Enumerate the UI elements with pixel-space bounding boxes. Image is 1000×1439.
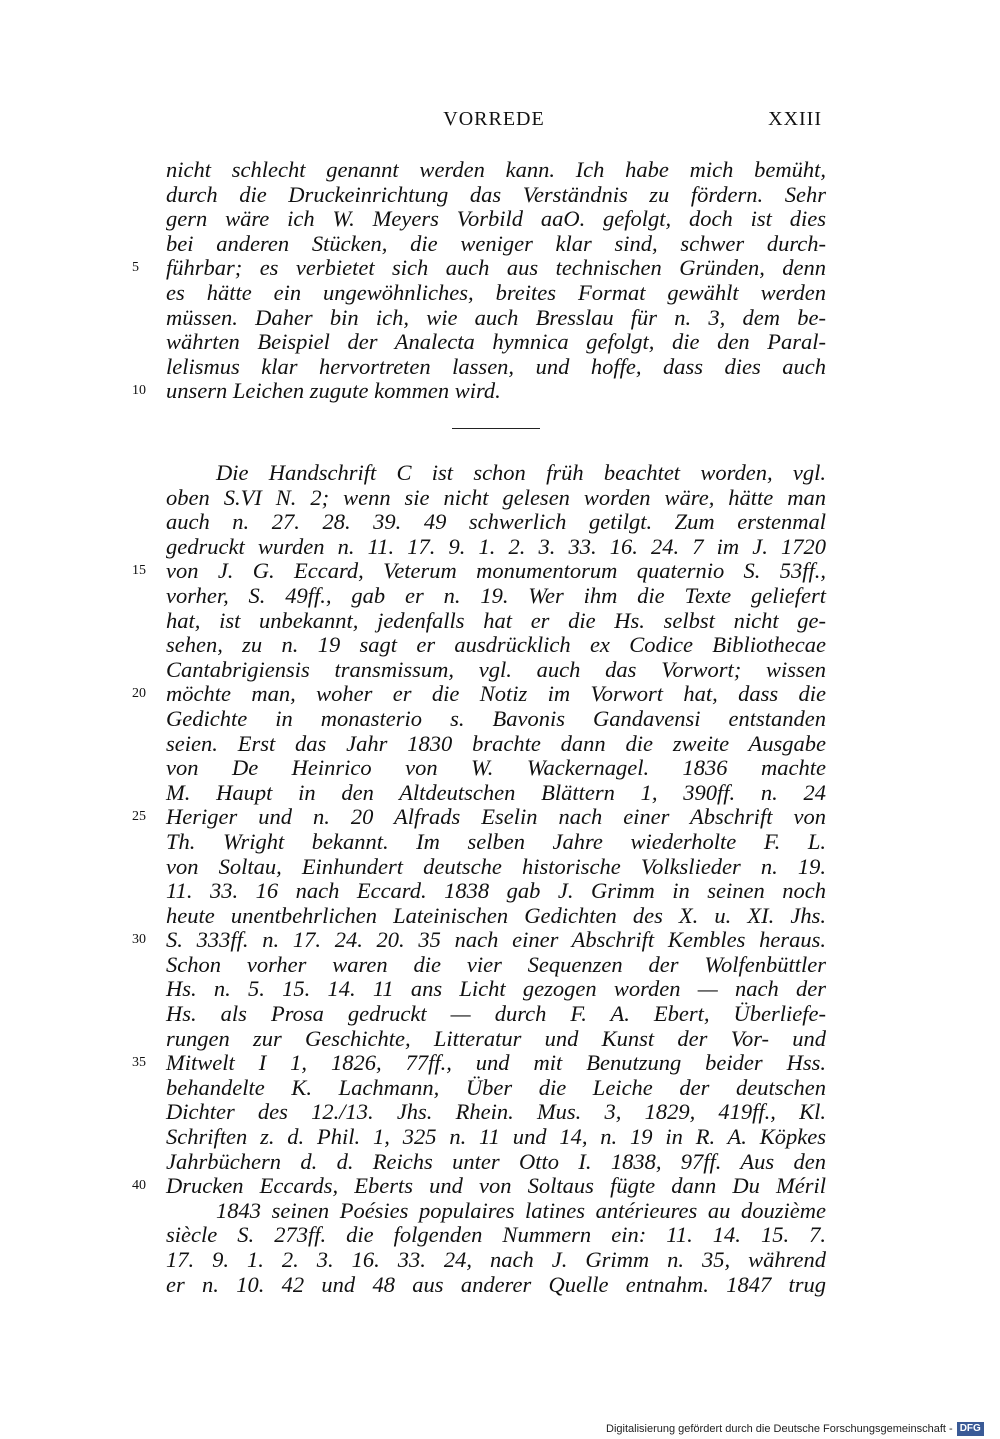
- text-line: [166, 953, 826, 978]
- line-text: heute unentbehrlichen Lateinischen Gedichten des X. u. XI. Jhs.: [166, 902, 826, 928]
- line-text: oben S.VI N. 2; wenn sie nicht gelesen worden wäre, hätte man: [166, 484, 826, 510]
- line-text: Cantabrigiensis transmissum, vgl. auch das Vorwort; wissen: [166, 656, 826, 682]
- line-text: gedruckt wurden n. 11. 17. 9. 1. 2. 3. 33. 16. 24. 7 im J. 1720: [166, 533, 826, 559]
- line-text: Jahrbüchern d. d. Reichs unter Otto I. 1838, 97ff. Aus den: [166, 1148, 826, 1174]
- text-line: [132, 378, 826, 404]
- line-text: führbar; es verbietet sich auch aus technischen Gründen, denn: [166, 255, 826, 281]
- line-text: sehen, zu n. 19 sagt er ausdrücklich ex Codice Bibliothecae: [166, 632, 826, 658]
- text-line: [132, 804, 826, 830]
- text-line: [166, 1002, 826, 1027]
- line-text: Th. Wright bekannt. Im selben Jahre wiederholte F. L.: [166, 828, 826, 854]
- line-text: von Soltau, Einhundert deutsche historische Volkslieder n. 19.: [166, 853, 826, 879]
- line-text: Dichter des 12./13. Jhs. Rhein. Mus. 3, 1829, 419ff., Kl.: [166, 1099, 826, 1125]
- text-line: [166, 510, 826, 535]
- text-line: [166, 1076, 826, 1101]
- text-line: [166, 281, 826, 306]
- line-text: 11. 33. 16 nach Eccard. 1838 gab J. Grimm in seinen noch: [166, 878, 826, 904]
- text-line: [132, 681, 826, 707]
- text-line: [166, 1199, 826, 1224]
- line-text: rungen zur Geschichte, Litteratur und Kunst der Vor- und: [166, 1025, 826, 1051]
- line-text: 17. 9. 1. 2. 3. 16. 33. 24, nach J. Grimm n. 35, während: [166, 1247, 826, 1272]
- line-number: 25: [132, 809, 146, 825]
- text-line: [166, 879, 826, 904]
- digitization-footer: [606, 1421, 984, 1437]
- line-number: 10: [132, 383, 146, 399]
- text-line: [166, 1125, 826, 1150]
- text-line: [166, 1223, 826, 1248]
- text-line: [166, 830, 826, 855]
- running-title: VORREDE: [443, 108, 545, 130]
- text-line: [166, 584, 826, 609]
- line-text: es hätte ein ungewöhnliches, breites Format gewählt werden: [166, 279, 826, 305]
- paragraph-2: [132, 460, 826, 1297]
- text-line: [166, 1100, 826, 1125]
- line-text: Gedichte in monasterio s. Bavonis Gandavensi entstanden: [166, 705, 826, 731]
- text-line: [166, 1027, 826, 1052]
- text-line: [166, 232, 826, 257]
- line-text: siècle S. 273ff. die folgenden Nummern ein: 11. 14. 15. 7.: [166, 1222, 826, 1248]
- text-line: [166, 535, 826, 560]
- text-line: [166, 732, 826, 757]
- text-line: [166, 1150, 826, 1175]
- line-text: unsern Leichen zugute kommen wird.: [166, 378, 501, 404]
- line-text: Hs. n. 5. 15. 14. 11 ans Licht gezogen worden — nach der: [166, 976, 826, 1002]
- line-text: bei anderen Stücken, die weniger klar sind, schwer durch-: [166, 230, 826, 256]
- text-line: [166, 461, 826, 486]
- footer-text: Digitalisierung gefördert durch die Deutsche Forschungsgemeinschaft -: [606, 1423, 953, 1435]
- line-text: seien. Erst das Jahr 1830 brachte dann die zweite Ausgabe: [166, 730, 826, 756]
- text-line: [166, 904, 826, 929]
- text-line: [132, 558, 826, 584]
- line-text: Schriften z. d. Phil. 1, 325 n. 11 und 14, n. 19 in R. A. Köpkes: [166, 1124, 826, 1150]
- line-text: von De Heinrico von W. Wackernagel. 1836 machte: [166, 755, 826, 781]
- text-line: [166, 306, 826, 331]
- text-line: [166, 1273, 826, 1298]
- line-text: M. Haupt in den Altdeutschen Blättern 1, 390ff. n. 24: [166, 779, 826, 805]
- line-text: Schon vorher waren die vier Sequenzen der Wolfenbüttler: [166, 951, 826, 977]
- line-number: 30: [132, 932, 146, 948]
- line-text: vorher, S. 49ff., gab er n. 19. Wer ihm die Texte geliefert: [166, 582, 826, 608]
- text-line: [132, 927, 826, 953]
- paragraph-1: [132, 157, 826, 404]
- line-text: er n. 10. 42 und 48 aus anderer Quelle entnahm. 1847 trug: [166, 1271, 826, 1297]
- text-line: [166, 183, 826, 208]
- text-line: [166, 355, 826, 380]
- text-line: [166, 158, 826, 183]
- line-text: nicht schlecht genannt werden kann. Ich habe mich bemüht,: [166, 157, 826, 182]
- line-number: 5: [132, 260, 139, 276]
- dfg-logo: DFG: [957, 1422, 984, 1436]
- section-divider: [452, 428, 540, 429]
- page-number: XXIII: [768, 108, 822, 130]
- line-number: 40: [132, 1178, 146, 1194]
- page-header: [166, 108, 822, 138]
- text-line: [166, 207, 826, 232]
- text-line: [166, 658, 826, 683]
- line-text: währten Beispiel der Analecta hymnica gefolgt, die den Paral-: [166, 329, 826, 355]
- line-text: auch n. 27. 28. 39. 49 schwerlich getilgt. Zum erstenmal: [166, 509, 826, 535]
- text-line: [166, 977, 826, 1002]
- line-text: müssen. Daher bin ich, wie auch Bresslau für n. 3, dem be-: [166, 304, 826, 330]
- text-line: [132, 1173, 826, 1199]
- line-text: S. 333ff. n. 17. 24. 20. 35 nach einer Abschrift Kembles heraus.: [166, 927, 826, 953]
- line-text: 1843 seinen Poésies populaires latines antérieures au douzième: [216, 1197, 826, 1223]
- line-text: Mitwelt I 1, 1826, 77ff., und mit Benutzung beider Hss.: [166, 1050, 826, 1076]
- text-line: [166, 781, 826, 806]
- line-text: Hs. als Prosa gedruckt — durch F. A. Ebert, Überliefe-: [166, 1001, 826, 1027]
- line-text: möchte man, woher er die Notiz im Vorwort hat, dass die: [166, 681, 826, 707]
- line-text: Drucken Eccards, Eberts und von Soltaus fügte dann Du Méril: [166, 1173, 826, 1199]
- text-line: [132, 255, 826, 281]
- text-line: [166, 707, 826, 732]
- line-number: 35: [132, 1055, 146, 1071]
- text-line: [166, 633, 826, 658]
- line-text: gern wäre ich W. Meyers Vorbild aaO. gefolgt, doch ist dies: [166, 206, 826, 232]
- text-line: [132, 1050, 826, 1076]
- line-number: 15: [132, 563, 146, 579]
- text-line: [166, 609, 826, 634]
- text-line: [166, 1248, 826, 1273]
- line-text: Heriger und n. 20 Alfrads Eselin nach einer Abschrift von: [166, 804, 826, 830]
- text-line: [166, 855, 826, 880]
- text-line: [166, 486, 826, 511]
- line-text: Die Handschrift C ist schon früh beachtet worden, vgl.: [216, 460, 826, 485]
- line-text: durch die Druckeinrichtung das Verständnis zu fördern. Sehr: [166, 181, 826, 207]
- line-text: hat, ist unbekannt, jedenfalls hat er die Hs. selbst nicht ge-: [166, 607, 826, 633]
- text-line: [166, 330, 826, 355]
- line-number: 20: [132, 686, 146, 702]
- text-line: [166, 756, 826, 781]
- line-text: von J. G. Eccard, Veterum monumentorum quaternio S. 53ff.,: [166, 558, 826, 584]
- line-text: lelismus klar hervortreten lassen, und hoffe, dass dies auch: [166, 353, 826, 379]
- line-text: behandelte K. Lachmann, Über die Leiche der deutschen: [166, 1074, 826, 1100]
